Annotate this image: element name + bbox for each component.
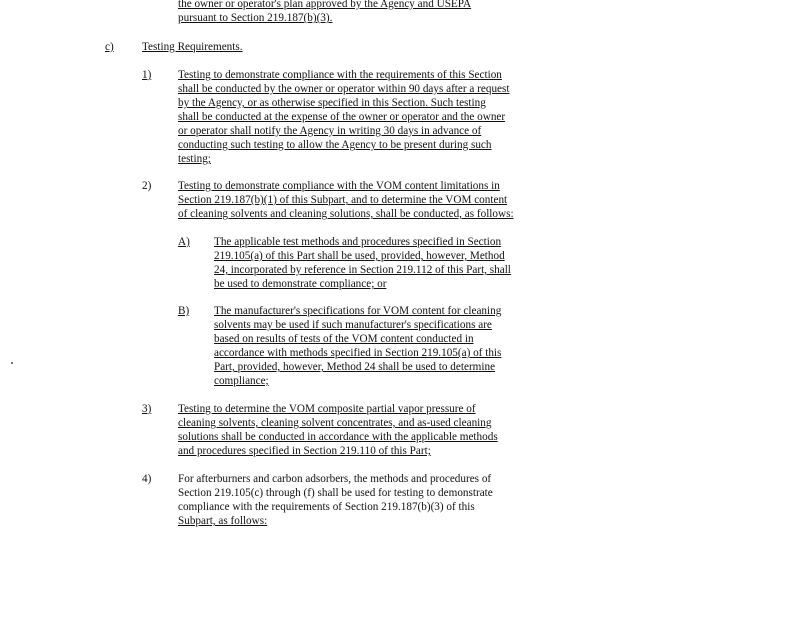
item-4-line: compliance with the requirements of Section 219.187(b)(3) of this [178,501,475,513]
item-3-line: cleaning solvents, cleaning solvent concentrates, and as-used cleaning [178,417,492,429]
margin-mark [11,362,13,364]
item-1-line: Testing to demonstrate compliance with the requirements of this Section [178,69,502,81]
subitem-b-line: compliance; [214,375,269,387]
subitem-a-line: The applicable test methods and procedures specified in Section [214,236,502,248]
subitem-a-line: 24, incorporated by reference in Section 219.112 of this Part, shall [214,264,511,276]
item-2-label: 2) [142,180,152,192]
item-1-label: 1) [142,69,152,81]
section-c-label: c) [105,41,114,53]
item-2-line: Section 219.187(b)(1) of this Subpart, and to determine the VOM content [178,194,508,206]
item-4-line: Section 219.105(c) through (f) shall be used for testing to demonstrate [178,487,493,499]
subitem-b-line: based on results of tests of the VOM content conducted in [214,333,474,345]
item-4-line: For afterburners and carbon adsorbers, the methods and procedures of [178,473,492,485]
item-3-label: 3) [142,403,152,415]
subitem-a-label: A) [178,236,190,248]
subitem-a-line: be used to demonstrate compliance; or [214,278,387,290]
subitem-b-line: accordance with methods specified in Section 219.105(a) of this [214,347,502,359]
subitem-b-line: solvents may be used if such manufacturer's specifications are [214,319,492,331]
intro-line: the owner or operator's plan approved by the Agency and USEPA [178,0,472,10]
item-4-line: Subpart, as follows: [178,515,268,527]
item-1-line: conducting such testing to allow the Agency to be present during such [178,139,492,151]
subitem-b-label: B) [178,305,190,317]
item-2-line: Testing to demonstrate compliance with the VOM content limitations in [178,180,500,192]
item-1-line: or operator shall notify the Agency in writing 30 days in advance of [178,125,482,137]
item-3-line: and procedures specified in Section 219.110 of this Part; [178,445,431,457]
subitem-b-line: Part, provided, however, Method 24 shall be used to determine [214,361,496,373]
item-2-line: of cleaning solvents and cleaning solutions, shall be conducted, as follows: [178,208,514,220]
item-1-line: by the Agency, or as otherwise specified in this Section. Such testing [178,97,486,109]
item-1-line: testing; [178,153,211,165]
item-1-line: shall be conducted by the owner or operator within 90 days after a request [178,83,510,95]
subitem-b-line: The manufacturer's specifications for VOM content for cleaning [214,305,502,317]
item-3-line: solutions shall be conducted in accordance with the applicable methods [178,431,498,443]
section-c-title: Testing Requirements. [142,41,243,53]
item-3-line: Testing to determine the VOM composite partial vapor pressure of [178,403,476,415]
intro-line: pursuant to Section 219.187(b)(3). [178,12,333,24]
subitem-a-line: 219.105(a) of this Part shall be used, provided, however, Method [214,250,505,262]
item-1-line: shall be conducted at the expense of the owner or operator and the owner [178,111,506,123]
item-4-label: 4) [142,473,152,485]
